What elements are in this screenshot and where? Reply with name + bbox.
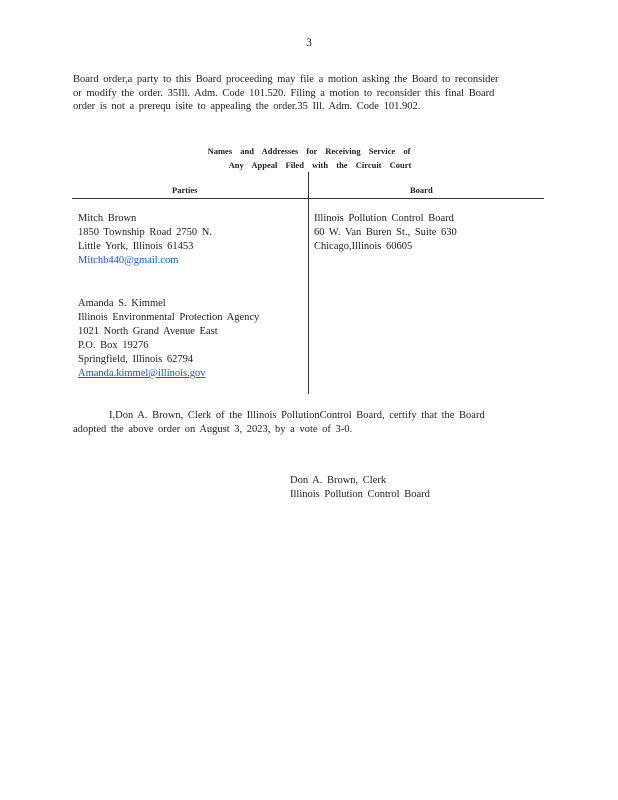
- party-address: 1021 North Grand Avenue East: [78, 326, 218, 337]
- intro-paragraph: [73, 73, 533, 114]
- intro-line: or modify the order. 35Ill. Adm. Code 101.520. Filing a motion to reconsider this final Board: [73, 87, 495, 99]
- certification-line: adopted the above order on August 3, 2023, by a vote of 3-0.: [73, 423, 353, 435]
- party-name: Mitch Brown: [78, 213, 137, 224]
- party-city: Little York, Illinois 61453: [78, 241, 194, 252]
- column-header-board: Board: [410, 185, 433, 195]
- signature-org: Illinois Pollution Control Board: [290, 489, 430, 500]
- caption-line-2: Any Appeal Filed with the Circuit Court: [228, 160, 412, 170]
- signature-block: [290, 474, 430, 502]
- column-header-parties: Parties: [172, 185, 198, 195]
- signature-name: Don A. Brown, Clerk: [290, 475, 387, 486]
- party-block-brown: [78, 212, 212, 268]
- party-address: 1850 Township Road 2750 N.: [78, 227, 212, 238]
- party-email-link[interactable]: Amanda.kimmel@illinois.gov: [78, 368, 206, 379]
- board-name: Illinois Pollution Control Board: [314, 213, 454, 224]
- board-address: 60 W. Van Buren St., Suite 630: [314, 227, 457, 238]
- certification-paragraph: [73, 409, 553, 436]
- intro-line: order is not a prerequ isite to appealing the order.35 Ill. Adm. Code 101.902.: [73, 101, 421, 112]
- party-block-kimmel: [78, 297, 259, 381]
- board-block: [314, 212, 457, 254]
- party-name: Amanda S. Kimmel: [78, 298, 166, 309]
- party-city: Springfield, Illinois 62794: [78, 354, 194, 365]
- certification-line: I,Don A. Brown, Clerk of the Illinois PollutionControl Board, certify that the Board: [109, 410, 485, 421]
- table-vertical-rule: [308, 172, 309, 394]
- board-city: Chicago,Illinois 60605: [314, 241, 413, 252]
- intro-line: Board order,a party to this Board proceeding may file a motion asking the Board to reconsider: [73, 74, 499, 85]
- party-agency: Illinois Environmental Protection Agency: [78, 312, 260, 323]
- caption-line-1: Names and Addresses for Receiving Service of: [207, 146, 411, 156]
- page-number: 3: [306, 37, 312, 49]
- party-po-box: P.O. Box 19276: [78, 340, 149, 351]
- service-caption: [0, 144, 618, 172]
- party-email-link[interactable]: Mitchb440@gmail.com: [78, 255, 179, 266]
